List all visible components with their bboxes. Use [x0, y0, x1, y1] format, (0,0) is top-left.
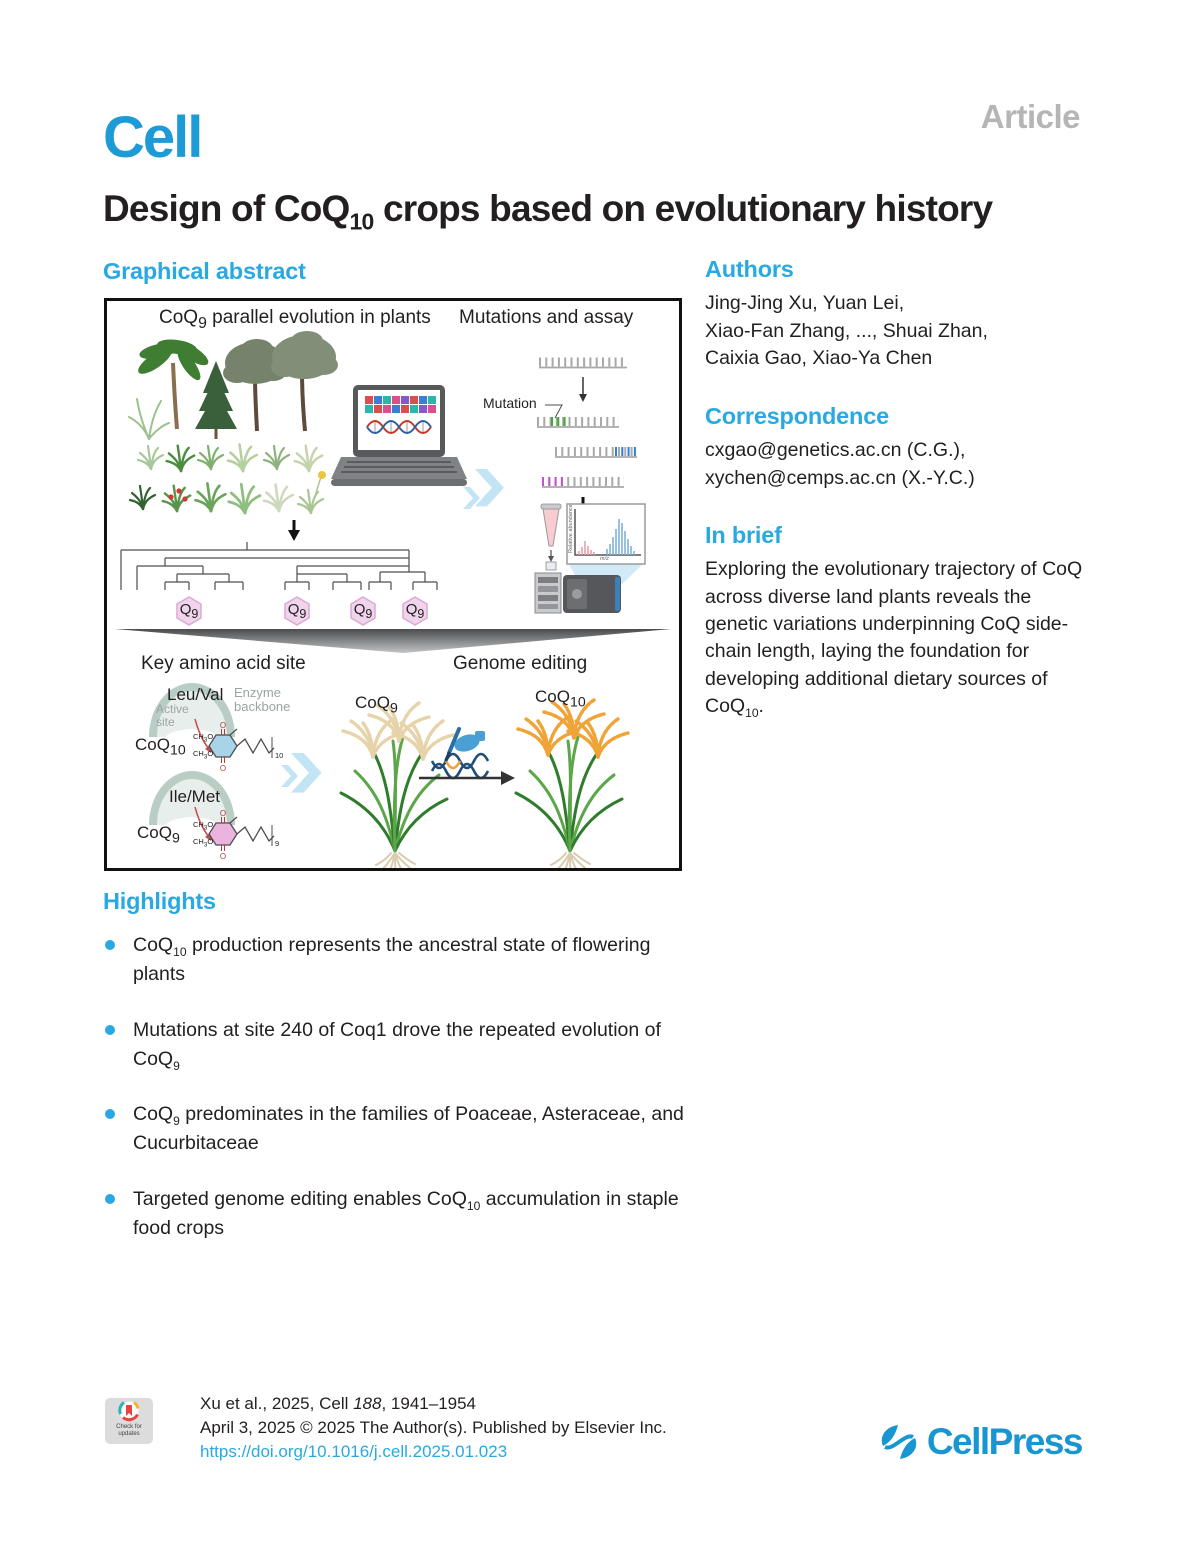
correspondence-email: xychen@cemps.ac.cn (X.-Y.C.): [705, 466, 975, 489]
in-brief-section: [705, 522, 1099, 720]
laptop-illustration: [331, 385, 467, 486]
check-for-updates-badge[interactable]: [105, 1398, 153, 1444]
cellpress-swirl-icon: [877, 1420, 921, 1464]
svg-text:O: O: [219, 809, 227, 818]
highlight-item: [103, 931, 691, 989]
tree-tip-q9: $Q_9$: [179, 601, 199, 621]
chain-repeat-count: 9: [275, 839, 280, 848]
mutation-sequences-illustration: [537, 362, 637, 525]
tree-tip-q9: $Q_9$: [287, 601, 307, 621]
mutation-label: Mutation: [483, 395, 537, 411]
author-line: Caixia Gao, Xiao-Ya Chen: [705, 347, 933, 370]
methoxy-group-label: $CH_3O$: [193, 749, 214, 761]
residue-label-ile-met: Ile/Met: [169, 787, 221, 806]
cellpress-wordmark: CellPress: [926, 1421, 1082, 1462]
ms-y-axis-label: Relative abundance: [568, 504, 574, 553]
cell-journal-logo: Cell: [103, 105, 202, 170]
highlight-text: Mutations at site 240 of Coq1 drove the repeated evolution of CoQ$_9$: [133, 1018, 661, 1073]
plant-collage-illustration: [129, 331, 338, 513]
rice-plant-coq9: [341, 703, 453, 868]
citation-line: Xu et al., 2025, Cell 188, 1941–1954: [200, 1394, 477, 1413]
svg-text:O: O: [219, 852, 227, 861]
coq10-structure-label: CoQ$_{10}$: [135, 735, 186, 759]
correspondence-heading: Correspondence: [705, 403, 889, 430]
publish-line: April 3, 2025 © 2025 The Author(s). Published by Elsevier Inc.: [200, 1417, 667, 1437]
highlight-text: Targeted genome editing enables CoQ$_{10}$ accumulation in staple food crops: [133, 1188, 679, 1240]
rice-plant-coq10: [516, 700, 628, 868]
tree-tip-q9: $Q_9$: [353, 601, 373, 621]
highlight-item: [103, 1016, 691, 1074]
highlight-item: [103, 1185, 691, 1243]
highlight-text: CoQ$_{10}$ production represents the ancestral state of flowering plants: [133, 934, 651, 985]
genome-editing-arrow: [419, 729, 515, 785]
graphical-abstract-art: [107, 301, 679, 868]
graphical-abstract-heading: Graphical abstract: [103, 258, 306, 284]
check-updates-icon: [115, 1398, 143, 1424]
authors-heading: Authors: [705, 256, 794, 282]
methoxy-group-label: $CH_3O$: [193, 820, 214, 832]
in-brief-heading: In brief: [705, 522, 782, 549]
info-column: [705, 256, 1099, 750]
residue-label-leu-val: Leu/Val: [167, 685, 224, 704]
enzyme-backbone-label: Enzyme backbone: [234, 685, 291, 714]
ms-x-axis-label: m/z: [600, 556, 609, 562]
plant-label-coq9: CoQ$_9$: [355, 693, 398, 717]
bullet-icon: [105, 940, 115, 950]
coq9-structure-label: CoQ$_9$: [137, 823, 180, 847]
chain-repeat-count: 10: [275, 751, 284, 760]
funnel-divider: [115, 629, 671, 653]
doi-link[interactable]: https://doi.org/10.1016/j.cell.2025.01.023: [200, 1441, 508, 1461]
authors-section: [705, 256, 1099, 373]
bullet-icon: [105, 1194, 115, 1204]
flow-chevron-icon: [475, 469, 504, 506]
mass-spec-assay-illustration: [535, 504, 645, 613]
phylogenetic-tree-illustration: [121, 542, 437, 590]
correspondence-email: cxgao@genetics.ac.cn (C.G.),: [705, 439, 966, 462]
highlights-heading: Highlights: [103, 888, 216, 914]
citation-block: [200, 1392, 800, 1463]
methoxy-group-label: $CH_3O$: [193, 732, 214, 744]
cellpress-logo: [877, 1420, 1082, 1464]
tree-tip-q9: $Q_9$: [405, 601, 425, 621]
svg-text:O: O: [219, 764, 227, 773]
check-updates-label: Check for updates: [116, 1424, 142, 1437]
bullet-icon: [105, 1109, 115, 1119]
panel-title-mutations-assay: Mutations and assay: [459, 307, 634, 328]
article-type-label: Article: [980, 98, 1080, 135]
panel-title-parallel-evolution: CoQ$_9$ parallel evolution in plants: [159, 307, 431, 332]
panel-title-genome-editing: Genome editing: [453, 653, 588, 674]
page-title: Design of CoQ$_{10}$ crops based on evolutionary history: [103, 188, 993, 235]
in-brief-text: Exploring the evolutionary trajectory of CoQ across diverse land plants reveals the genetic variations underpinning CoQ side-chain length, laying the foundation for developing additional dietary sources of CoQ$_{10}$.: [705, 558, 1083, 720]
author-line: Xiao-Fan Zhang, ..., Shuai Zhan,: [705, 319, 988, 342]
plant-label-coq10: CoQ$_{10}$: [535, 687, 586, 711]
highlights-section: [103, 888, 691, 1270]
author-line: Jing-Jing Xu, Yuan Lei,: [705, 292, 905, 314]
methoxy-group-label: $CH_3O$: [193, 837, 214, 849]
active-site-label: Active site: [156, 702, 189, 729]
highlight-item: [103, 1100, 691, 1158]
correspondence-section: [705, 403, 1099, 492]
highlight-text: CoQ$_9$ predominates in the families of Poaceae, Asteraceae, and Cucurbitaceae: [133, 1103, 684, 1155]
svg-text:O: O: [219, 721, 227, 730]
panel-title-key-amino-acid-site: Key amino acid site: [141, 653, 306, 674]
graphical-abstract-figure: [104, 298, 682, 871]
bullet-icon: [105, 1025, 115, 1035]
